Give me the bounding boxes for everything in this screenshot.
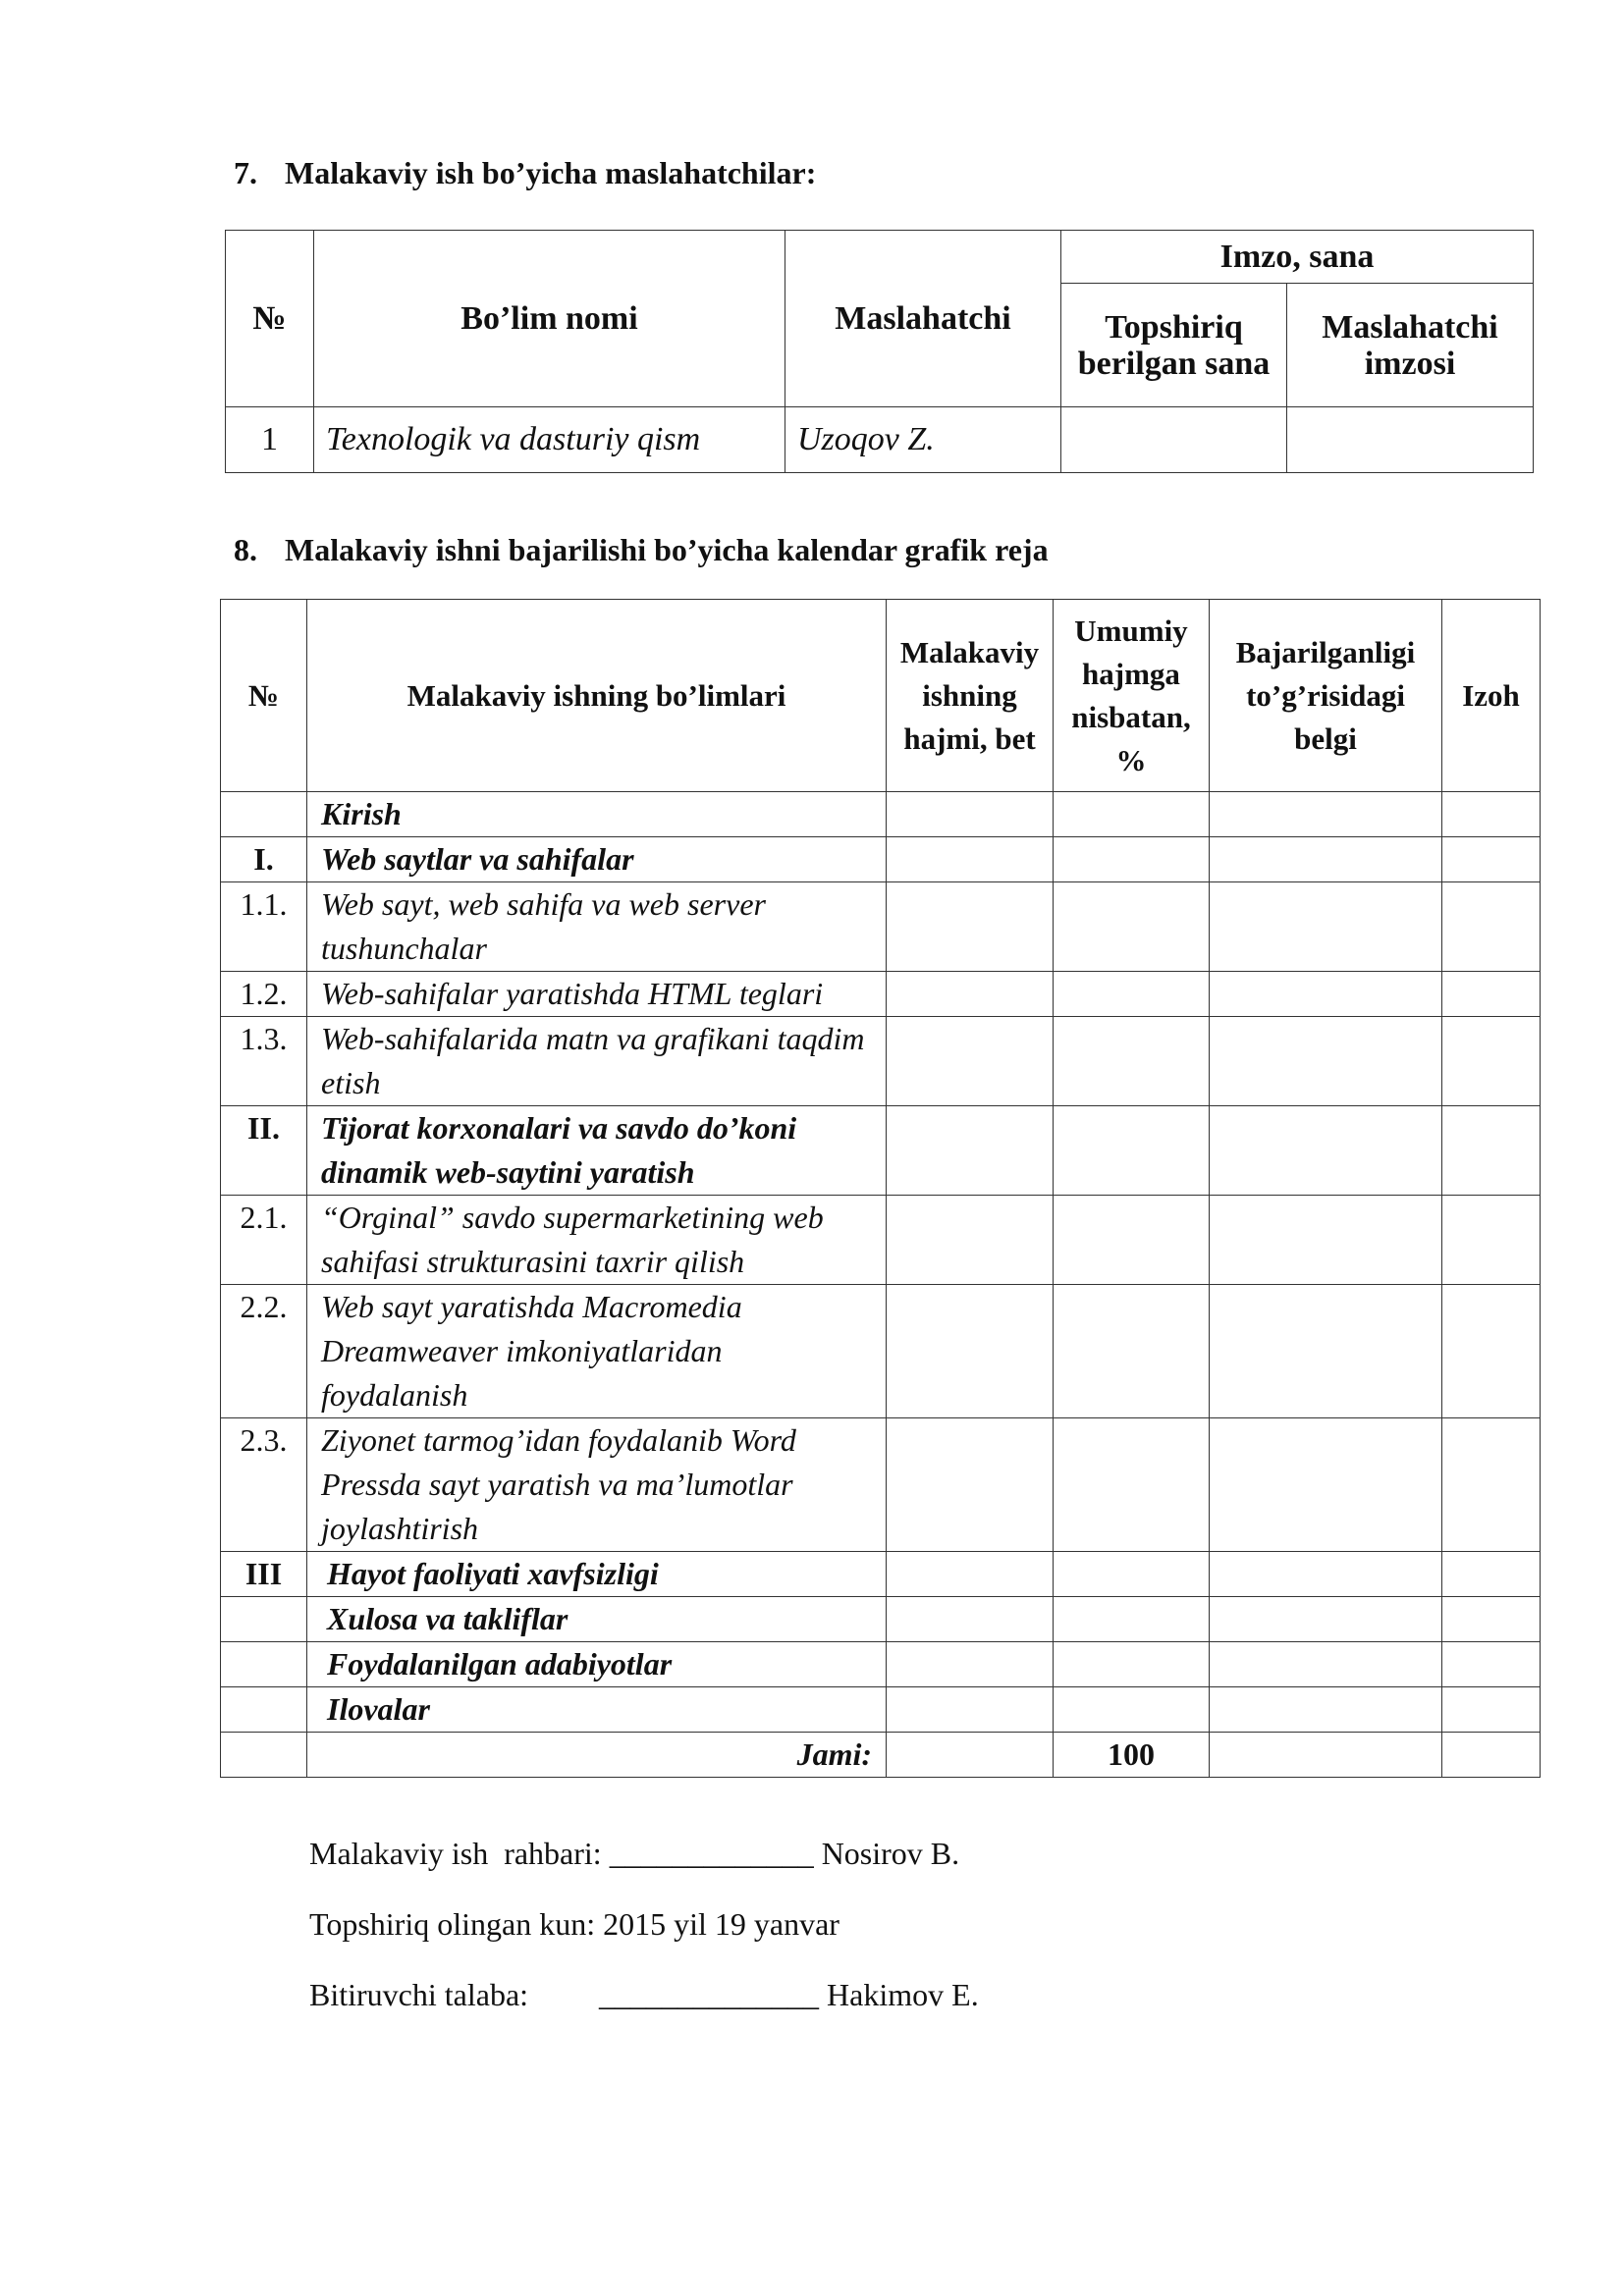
section-8-number: 8. xyxy=(234,532,257,567)
advisors-header-advisor-sign: Maslahatchi imzosi xyxy=(1287,284,1534,407)
table-row xyxy=(221,1285,1541,1418)
plan-cell-num xyxy=(221,1642,307,1687)
plan-header-volume: Malakaviy ishning hajmi, bet xyxy=(887,600,1054,792)
plan-cell-title: Tijorat korxonalari va savdo do’koni dinamik web-saytini yaratish xyxy=(307,1106,887,1196)
plan-cell-num xyxy=(221,792,307,837)
plan-cell-num: 1.2. xyxy=(221,972,307,1017)
plan-cell-num: 1.3. xyxy=(221,1017,307,1106)
advisors-cell-advisor: Uzoqov Z. xyxy=(785,407,1061,473)
plan-cell-num: III xyxy=(221,1552,307,1597)
advisors-row xyxy=(226,407,1534,473)
advisors-header-section-name: Bo’lim nomi xyxy=(314,231,785,407)
table-row xyxy=(221,837,1541,882)
table-row xyxy=(221,792,1541,837)
plan-cell-title: Foydalanilgan adabiyotlar xyxy=(307,1642,887,1687)
table-row xyxy=(221,882,1541,972)
advisors-header-num: № xyxy=(226,231,314,407)
advisors-header-task-date: Topshiriq berilgan sana xyxy=(1061,284,1287,407)
plan-cell-num xyxy=(221,1597,307,1642)
table-row xyxy=(221,1552,1541,1597)
section-8-title: Malakaviy ishni bajarilishi bo’yicha kalendar grafik reja xyxy=(285,532,1049,567)
plan-cell-title: Web saytlar va sahifalar xyxy=(307,837,887,882)
table-row-total xyxy=(221,1733,1541,1778)
advisors-table xyxy=(225,230,1534,473)
plan-header-note: Izoh xyxy=(1442,600,1541,792)
calendar-plan-table xyxy=(220,599,1541,1778)
table-row xyxy=(221,1106,1541,1196)
plan-cell-num: 1.1. xyxy=(221,882,307,972)
plan-header-parts: Malakaviy ishning bo’limlari xyxy=(307,600,887,792)
plan-cell-title: Web-sahifalar yaratishda HTML teglari xyxy=(307,972,887,1017)
advisors-cell-task-date xyxy=(1061,407,1287,473)
table-row xyxy=(221,1597,1541,1642)
advisors-cell-num: 1 xyxy=(226,407,314,473)
table-row xyxy=(221,1196,1541,1285)
plan-cell-title: Kirish xyxy=(307,792,887,837)
table-row xyxy=(221,1687,1541,1733)
table-row xyxy=(221,1418,1541,1552)
received-date-line: Topshiriq olingan kun: 2015 yil 19 yanvar xyxy=(309,1906,839,1942)
advisors-cell-advisor-sign xyxy=(1287,407,1534,473)
plan-cell-title: Web sayt, web sahifa va web server tushunchalar xyxy=(307,882,887,972)
section-7-heading xyxy=(234,155,816,191)
plan-cell-title: Web-sahifalarida matn va grafikani taqdim etish xyxy=(307,1017,887,1106)
plan-header-mark: Bajarilganligi to’g’risidagi belgi xyxy=(1210,600,1442,792)
section-7-title: Malakaviy ish bo’yicha maslahatchilar: xyxy=(285,155,817,190)
table-row xyxy=(221,972,1541,1017)
advisors-header-sign-date: Imzo, sana xyxy=(1061,231,1534,284)
plan-header-percent: Umumiy hajmga nisbatan, % xyxy=(1054,600,1210,792)
student-line: Bitiruvchi talaba: ______________ Hakimov E. xyxy=(309,1977,979,2012)
section-7-number: 7. xyxy=(234,155,257,190)
plan-total-percent: 100 xyxy=(1054,1733,1210,1778)
section-8-heading xyxy=(234,532,1049,568)
table-row xyxy=(221,1017,1541,1106)
plan-cell-num: 2.1. xyxy=(221,1196,307,1285)
plan-cell-num: II. xyxy=(221,1106,307,1196)
plan-cell-num: I. xyxy=(221,837,307,882)
supervisor-line: Malakaviy ish rahbari: _____________ Nosirov B. xyxy=(309,1836,960,1871)
plan-cell-title: Ilovalar xyxy=(307,1687,887,1733)
plan-cell-title: Web sayt yaratishda Macromedia Dreamweaver imkoniyatlaridan foydalanish xyxy=(307,1285,887,1418)
advisors-header-advisor: Maslahatchi xyxy=(785,231,1061,407)
plan-cell-title: “Orginal” savdo supermarketining web sahifasi strukturasini taxrir qilish xyxy=(307,1196,887,1285)
plan-cell-num: 2.2. xyxy=(221,1285,307,1418)
plan-header-num: № xyxy=(221,600,307,792)
advisors-cell-section-name: Texnologik va dasturiy qism xyxy=(314,407,785,473)
plan-cell-num: 2.3. xyxy=(221,1418,307,1552)
plan-cell-title: Xulosa va takliflar xyxy=(307,1597,887,1642)
plan-cell-num xyxy=(221,1687,307,1733)
plan-cell-title: Ziyonet tarmog’idan foydalanib Word Pressda sayt yaratish va ma’lumotlar joylashtirish xyxy=(307,1418,887,1552)
plan-total-label: Jami: xyxy=(307,1733,887,1778)
plan-cell-title: Hayot faoliyati xavfsizligi xyxy=(307,1552,887,1597)
table-row xyxy=(221,1642,1541,1687)
